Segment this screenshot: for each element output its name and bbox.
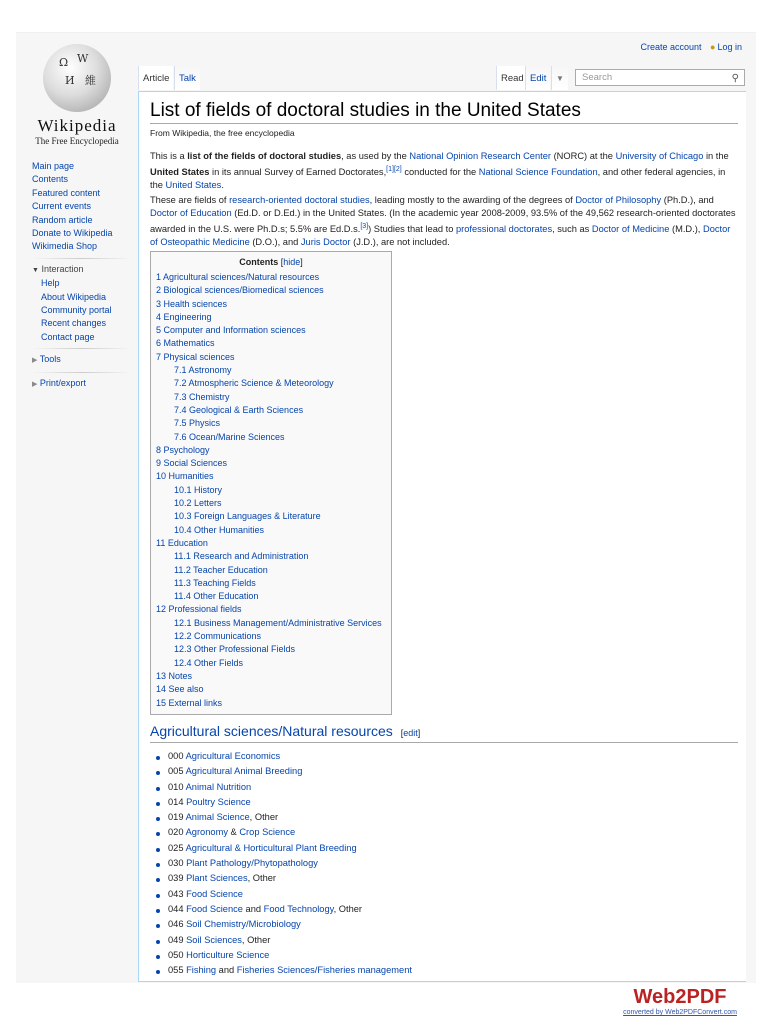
sidebar — [32, 160, 132, 391]
toc-item[interactable]: 3 Health sciences — [156, 298, 228, 309]
sidebar-item-contact-page[interactable]: Contact page — [41, 331, 95, 342]
toc-list — [151, 271, 391, 710]
field-text: and — [242, 903, 264, 914]
login-link[interactable]: Log in — [717, 42, 742, 52]
toc-item[interactable]: 7 Physical sciences — [156, 351, 235, 362]
toc-item[interactable]: 7.3 Chemistry — [174, 391, 230, 402]
toc-hide-link[interactable]: hide — [283, 257, 301, 267]
web2pdf-watermark[interactable] — [600, 986, 760, 1016]
list-item — [156, 780, 412, 795]
web2pdf-note: converted by Web2PDFConvert.com — [623, 1009, 737, 1016]
tab-edit-label: Edit — [530, 73, 547, 84]
field-link[interactable]: Plant Sciences — [186, 873, 248, 884]
toc-item[interactable]: 6 Mathematics — [156, 338, 215, 349]
tab-article[interactable]: Article — [138, 66, 173, 90]
expand-triangle-icon: ▶ — [32, 357, 38, 365]
field-link[interactable]: Food Science — [186, 903, 243, 914]
list-item — [156, 871, 412, 886]
sidebar-item-about-wikipedia[interactable]: About Wikipedia — [41, 291, 107, 302]
field-link[interactable]: Soil Chemistry/Microbiology — [186, 919, 301, 930]
toc-item[interactable]: 12.2 Communications — [174, 631, 262, 642]
toc-item[interactable]: 7.6 Ocean/Marine Sciences — [174, 431, 285, 442]
tab-edit[interactable] — [525, 66, 550, 90]
link-uchicago[interactable]: University of Chicago — [615, 151, 704, 161]
list-item — [156, 764, 412, 779]
field-text: , Other — [333, 903, 363, 914]
sidebar-item-wikimedia-shop[interactable]: Wikimedia Shop — [32, 241, 98, 252]
toc-title: Contents [hide] — [239, 257, 303, 267]
link-nsf[interactable]: National Science Foundation — [478, 167, 598, 178]
toc-item[interactable]: 7.2 Atmospheric Science & Meteorology — [174, 378, 334, 389]
toc-item[interactable]: 10.3 Foreign Languages & Literature — [174, 511, 321, 522]
field-text: 005 — [168, 766, 186, 777]
field-text: , Other — [247, 873, 277, 884]
sidebar-interaction-list — [32, 277, 132, 344]
sidebar-item-donate-to-wikipedia[interactable]: Donate to Wikipedia — [32, 228, 113, 239]
toc-item[interactable]: 2 Biological sciences/Biomedical sciences — [156, 285, 324, 296]
field-link[interactable]: Animal Science — [185, 812, 250, 823]
field-text: 039 — [168, 873, 187, 884]
list-item — [156, 810, 412, 825]
toc-item[interactable]: 11.1 Research and Administration — [174, 551, 309, 562]
sidebar-item-community-portal[interactable]: Community portal — [41, 305, 112, 316]
toc-item[interactable]: 11.3 Teaching Fields — [174, 577, 256, 588]
more-menu-icon[interactable]: ▼ — [551, 66, 568, 90]
list-item — [156, 917, 412, 932]
field-text: & — [227, 827, 240, 838]
section-edit-link[interactable]: edit — [403, 728, 418, 738]
search-placeholder: Search — [582, 72, 613, 83]
field-link[interactable]: Food Technology — [263, 903, 334, 914]
list-item — [156, 963, 412, 978]
search-input[interactable] — [575, 69, 745, 86]
logo-wordmark: Wikipedia — [37, 116, 117, 135]
link-do[interactable]: Doctor of Osteopathic Medicine — [150, 224, 731, 248]
sidebar-item-contents[interactable]: Contents — [32, 174, 69, 185]
field-text: 000 — [168, 751, 186, 761]
field-text: 014 — [168, 796, 187, 807]
sidebar-print-header[interactable]: ▶ Print/export — [32, 377, 86, 388]
toc-item[interactable]: 12.3 Other Professional Fields — [174, 644, 296, 655]
search-icon[interactable]: ⚲ — [731, 73, 739, 84]
wikipedia-logo[interactable] — [22, 44, 132, 149]
sidebar-interaction-header[interactable]: ▼ Interaction — [32, 263, 84, 274]
user-icon: ● — [710, 42, 716, 52]
list-item — [156, 795, 412, 810]
toc-item[interactable]: 12.4 Other Fields — [174, 657, 244, 668]
sidebar-item-current-events[interactable]: Current events — [32, 201, 92, 212]
field-text: 043 — [168, 888, 187, 899]
sidebar-navigation — [32, 160, 132, 254]
toc-item[interactable]: 11.2 Teacher Education — [174, 564, 268, 575]
sidebar-item-main-page[interactable]: Main page — [32, 161, 75, 171]
field-link[interactable]: Animal Nutrition — [185, 781, 252, 792]
create-account-link[interactable]: Create account — [640, 42, 702, 52]
toc-item[interactable]: 13 Notes — [156, 670, 193, 681]
field-link[interactable]: Soil Sciences — [186, 934, 242, 945]
sidebar-divider — [32, 258, 132, 259]
toc-item[interactable]: 14 See also — [156, 684, 204, 695]
sidebar-item-featured-content[interactable]: Featured content — [32, 187, 101, 198]
sidebar-tools-header[interactable]: ▶ Tools — [32, 354, 61, 365]
personal-tools — [634, 42, 742, 52]
toc-item[interactable]: 11.4 Other Education — [174, 591, 259, 602]
puzzle-globe-icon: Ω W И 維 — [43, 44, 111, 112]
field-link[interactable]: Agricultural Economics — [185, 751, 281, 761]
link-united-states[interactable]: United States — [165, 180, 222, 191]
field-text: 046 — [168, 919, 187, 930]
field-text: 010 — [168, 781, 186, 792]
field-link[interactable]: Poultry Science — [186, 796, 251, 807]
site-sub: From Wikipedia, the free encyclopedia — [150, 128, 295, 138]
intro-paragraph-2: These are fields of research-oriented doctoral studies, leading mostly to the awarding of the degrees of Doctor of Philosophy (Ph.D.), and Doctor of Education (Ed.D. or D.Ed.) in the United States. (In the academic year 2008-2009, 93.5% of the 49,562 research-oriented doctorates awarded in the U.S. were Ph.D.s; 5.5% are Ed.D.s.[3]) Studies that lead to professional doctorates, such as Doctor of Medicine (M.D.), Doctor of Osteopathic Medicine (D.O.), and Juris Doctor (J.D.), are not included. — [150, 195, 736, 248]
page-title: List of fields of doctoral studies in the United States — [150, 100, 738, 124]
citation-link[interactable]: [1][2] — [386, 166, 402, 173]
link-phd[interactable]: Doctor of Philosophy — [575, 195, 662, 205]
link-professional-doctorates[interactable]: professional doctorates — [455, 224, 553, 235]
toc-item[interactable]: 7.1 Astronomy — [174, 365, 232, 376]
citation-link[interactable]: [3] — [360, 223, 369, 230]
link-jd[interactable]: Juris Doctor — [300, 237, 351, 248]
sidebar-item-random-article[interactable]: Random article — [32, 214, 93, 225]
list-item — [156, 948, 412, 963]
field-text: 049 — [168, 934, 187, 945]
list-item — [156, 841, 412, 856]
field-text: and — [216, 965, 237, 976]
tab-talk-label: Talk — [179, 73, 196, 84]
section-heading: Agricultural sciences/Natural resources [edit] — [150, 723, 738, 743]
field-text: , Other — [249, 812, 279, 823]
toc-item[interactable]: 11 Education — [156, 537, 208, 548]
field-link[interactable]: Food Science — [186, 888, 243, 899]
sidebar-divider — [32, 372, 132, 373]
logo-tagline: The Free Encyclopedia — [35, 136, 119, 146]
toc-item[interactable]: 15 External links — [156, 697, 223, 708]
intro-paragraph-1: This is a list of the fields of doctoral studies, as used by the National Opinion Research Center (NORC) at the University of Chicago in the United States in its annual Survey of Earned Doctorates,[1][2] conducted for the National Science Foundation, and other federal agencies, in the United States. — [150, 151, 729, 191]
toc-item[interactable]: 10.2 Letters — [174, 498, 222, 509]
link-edd[interactable]: Doctor of Education — [150, 208, 232, 218]
toc-item[interactable]: 10 Humanities — [156, 471, 214, 482]
field-text: 030 — [168, 858, 187, 869]
toc-item[interactable]: 9 Social Sciences — [156, 458, 228, 469]
field-text: 050 — [168, 949, 187, 960]
field-link[interactable]: Agricultural Animal Breeding — [185, 766, 303, 777]
table-of-contents — [150, 251, 392, 715]
field-text: 025 — [168, 842, 186, 853]
toc-item[interactable]: 7.4 Geological & Earth Sciences — [174, 404, 304, 415]
list-item — [156, 902, 412, 917]
field-text: 044 — [168, 903, 187, 914]
field-text: 019 — [168, 812, 186, 823]
collapse-triangle-icon: ▼ — [32, 266, 39, 274]
link-norc[interactable]: National Opinion Research Center — [409, 151, 551, 161]
list-item — [156, 825, 412, 840]
field-link[interactable]: Agronomy — [185, 827, 228, 838]
field-link[interactable]: Horticulture Science — [186, 949, 270, 960]
web2pdf-logo: Web2PDF — [633, 986, 727, 1008]
toc-item[interactable]: 5 Computer and Information sciences — [156, 325, 306, 336]
field-link[interactable]: Fisheries Sciences/Fisheries management — [236, 965, 412, 976]
sidebar-divider — [32, 348, 132, 349]
sidebar-item-help[interactable]: Help — [41, 278, 60, 289]
field-text: 055 — [168, 965, 187, 976]
tab-read[interactable]: Read — [496, 66, 528, 90]
list-item — [156, 933, 412, 948]
toc-item[interactable]: 7.5 Physics — [174, 418, 221, 429]
toc-item[interactable]: 12 Professional fields — [156, 604, 242, 615]
toc-item[interactable]: 10.1 History — [174, 484, 223, 495]
toc-item[interactable]: 12.1 Business Management/Administrative Services — [174, 617, 382, 628]
list-item — [156, 887, 412, 902]
field-link[interactable]: Fishing — [186, 965, 217, 976]
expand-triangle-icon: ▶ — [32, 380, 38, 388]
list-item — [156, 856, 412, 871]
field-link[interactable]: Plant Pathology/Phytopathology — [186, 858, 318, 869]
field-list — [156, 749, 412, 978]
field-text: , Other — [241, 934, 271, 945]
sidebar-item-recent-changes[interactable]: Recent changes — [41, 318, 107, 329]
link-research-doctorates[interactable]: research-oriented doctoral studies — [229, 195, 370, 205]
tab-talk[interactable] — [174, 66, 200, 90]
link-md[interactable]: Doctor of Medicine — [591, 224, 670, 235]
field-text: 020 — [168, 827, 186, 838]
field-link[interactable]: Agricultural & Horticultural Plant Breeding — [185, 842, 357, 853]
toc-item[interactable]: 4 Engineering — [156, 311, 212, 322]
toc-item[interactable]: 8 Psychology — [156, 444, 210, 455]
toc-item[interactable]: 1 Agricultural sciences/Natural resources — [156, 272, 320, 282]
list-item — [156, 749, 412, 764]
toc-item[interactable]: 10.4 Other Humanities — [174, 524, 265, 535]
field-link[interactable]: Crop Science — [239, 827, 296, 838]
